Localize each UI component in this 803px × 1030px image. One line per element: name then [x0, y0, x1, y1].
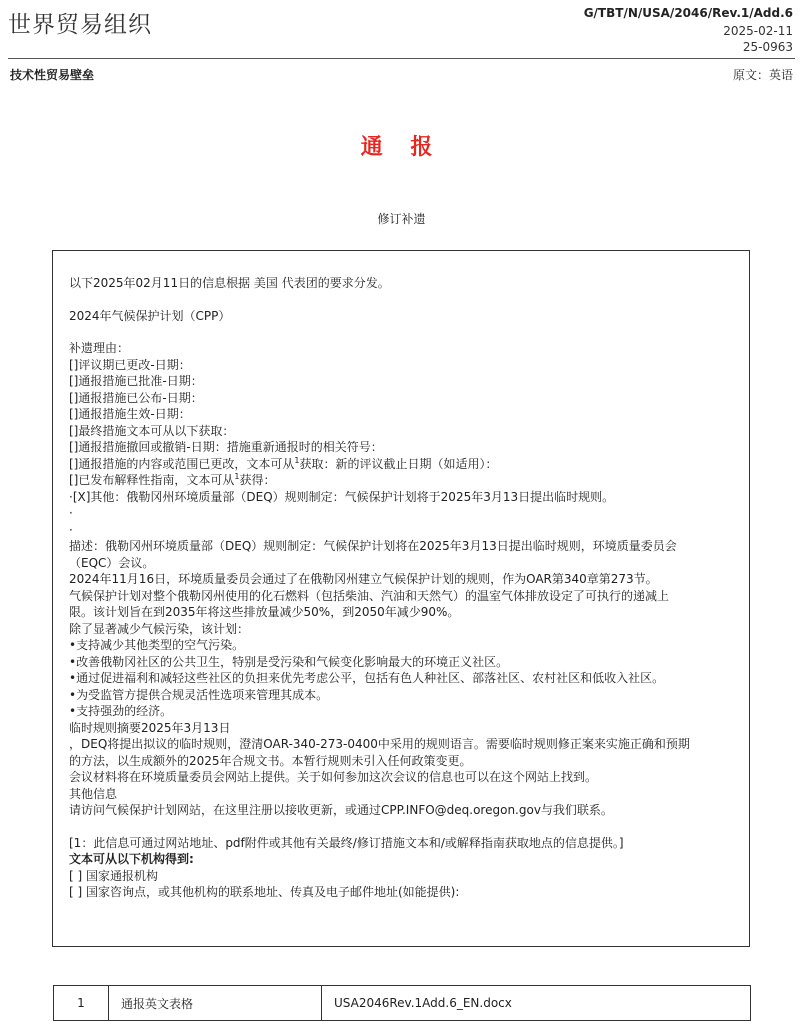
description-line: •为受监管方提供合规灵活性选项来管理其成本。: [69, 687, 329, 702]
description-line: 除了显著减少气候污染，该计划：: [69, 621, 250, 636]
attachment-description: 通报英文表格: [109, 986, 322, 1021]
description-line: ，DEQ将提出拟议的临时规则，澄清OAR-340-273-0400中采用的规则语言。需要临时规则修正案来实施正确和预期: [69, 737, 690, 751]
description-line: •改善俄勒冈社区的公共卫生，特别是受污染和气候变化影响最大的环境正义社区。: [69, 654, 509, 669]
reason-item: []通报措施已公布-日期：: [69, 390, 203, 405]
description-line: 限。该计划旨在到2035年将这些排放量减少50%，到2050年减少90%。: [69, 605, 460, 619]
attachment-file-link[interactable]: USA2046Rev.1Add.6_EN.docx: [322, 986, 751, 1021]
attachment-table: [53, 985, 751, 1021]
doc-reference: G/TBT/N/USA/2046/Rev.1/Add.6: [583, 6, 793, 20]
notification-title: 通 报: [360, 135, 443, 160]
org-title: 世界贸易组织: [8, 12, 152, 38]
description-line: 描述：俄勒冈州环境质量部（DEQ）规则制定：气候保护计划将在2025年3月13日提出临时规则，环境质量委员会: [69, 539, 677, 553]
description-line: 2024年11月16日，环境质量委员会通过了在俄勒冈州建立气候保护计划的规则，作为OAR第340章第273节。: [69, 572, 658, 586]
description-line: 其他信息: [69, 786, 118, 801]
reason-item: []通报措施生效-日期：: [69, 407, 191, 421]
header-divider: [8, 58, 795, 59]
description-line: 气候保护计划对整个俄勒冈州使用的化石燃料（包括柴油、汽油和天然气）的温室气体排放设定了可执行的递减上: [69, 588, 670, 603]
availability-heading: 文本可从以下机构得到:: [69, 852, 194, 866]
availability-item: [ ] 国家通报机构: [69, 868, 158, 883]
notification-body-box: [52, 250, 750, 947]
reason-item-content-changed: []通报措施的内容或范围已更改，文本可从$^1$获取：新的评议截止日期（如适用）：: [69, 455, 498, 471]
availability-item: [ ] 国家咨询点，或其他机构的联系地址、传真及电子邮件地址(如能提供):: [69, 885, 460, 899]
reason-item: []通报措施已批准-日期：: [69, 374, 203, 388]
attachment-row: [54, 986, 751, 1021]
dot-marker: ·: [69, 506, 73, 520]
addendum-subtitle: 修订补遗: [377, 212, 426, 226]
reason-item: []评议期已更改-日期：: [69, 357, 191, 372]
description-line: 临时规则摘要2025年3月13日: [69, 720, 231, 735]
description-line: 的方法，以生成额外的2025年合规文书。本暂行规则未引入任何政策变更。: [69, 753, 472, 768]
original-language: 原文：英语: [732, 68, 793, 82]
description-line: 请访问气候保护计划网站，在这里注册以接收更新，或通过CPP.INFO@deq.oregon.gov与我们联系。: [69, 803, 613, 817]
doc-date: 2025-02-11: [723, 24, 793, 38]
intro-text: 以下2025年02月11日的信息根据 美国 代表团的要求分发。: [69, 276, 390, 290]
footnote: [1：此信息可通过网站地址、pdf附件或其他有关最终/修订措施文本和/或解释指南获取地点的信息提供。]: [69, 835, 624, 850]
attachment-number: 1: [54, 986, 109, 1021]
description-line: 会议材料将在环境质量委员会网站上提供。关于如何参加这次会议的信息也可以在这个网站上找到。: [69, 770, 598, 784]
measure-title: 2024年气候保护计划（CPP）: [69, 308, 231, 323]
reason-item: []通报措施撤回或撤销-日期：措施重新通报时的相关符号：: [69, 440, 383, 454]
reason-item-other: ·[X]其他：俄勒冈州环境质量部（DEQ）规则制定：气候保护计划将于2025年3月13日提出临时规则。: [69, 489, 615, 504]
reason-item-guidance: []已发布解释性指南，文本可从$^1$获得：: [69, 472, 276, 487]
description-line: （EQC）会议。: [69, 555, 155, 570]
dot-marker: ·: [69, 522, 73, 537]
description-line: •支持强劲的经济。: [69, 704, 173, 718]
committee-name: 技术性贸易壁垒: [10, 68, 95, 82]
reasons-heading: 补遗理由：: [69, 341, 130, 355]
description-line: •支持减少其他类型的空气污染。: [69, 638, 245, 652]
reason-item: []最终措施文本可从以下获取：: [69, 423, 235, 438]
description-line: •通过促进福利和减轻这些社区的负担来优先考虑公平，包括有色人种社区、部落社区、农村社区和低收入社区。: [69, 671, 665, 685]
doc-number: 25-0963: [742, 40, 793, 54]
description-section: [69, 538, 733, 819]
